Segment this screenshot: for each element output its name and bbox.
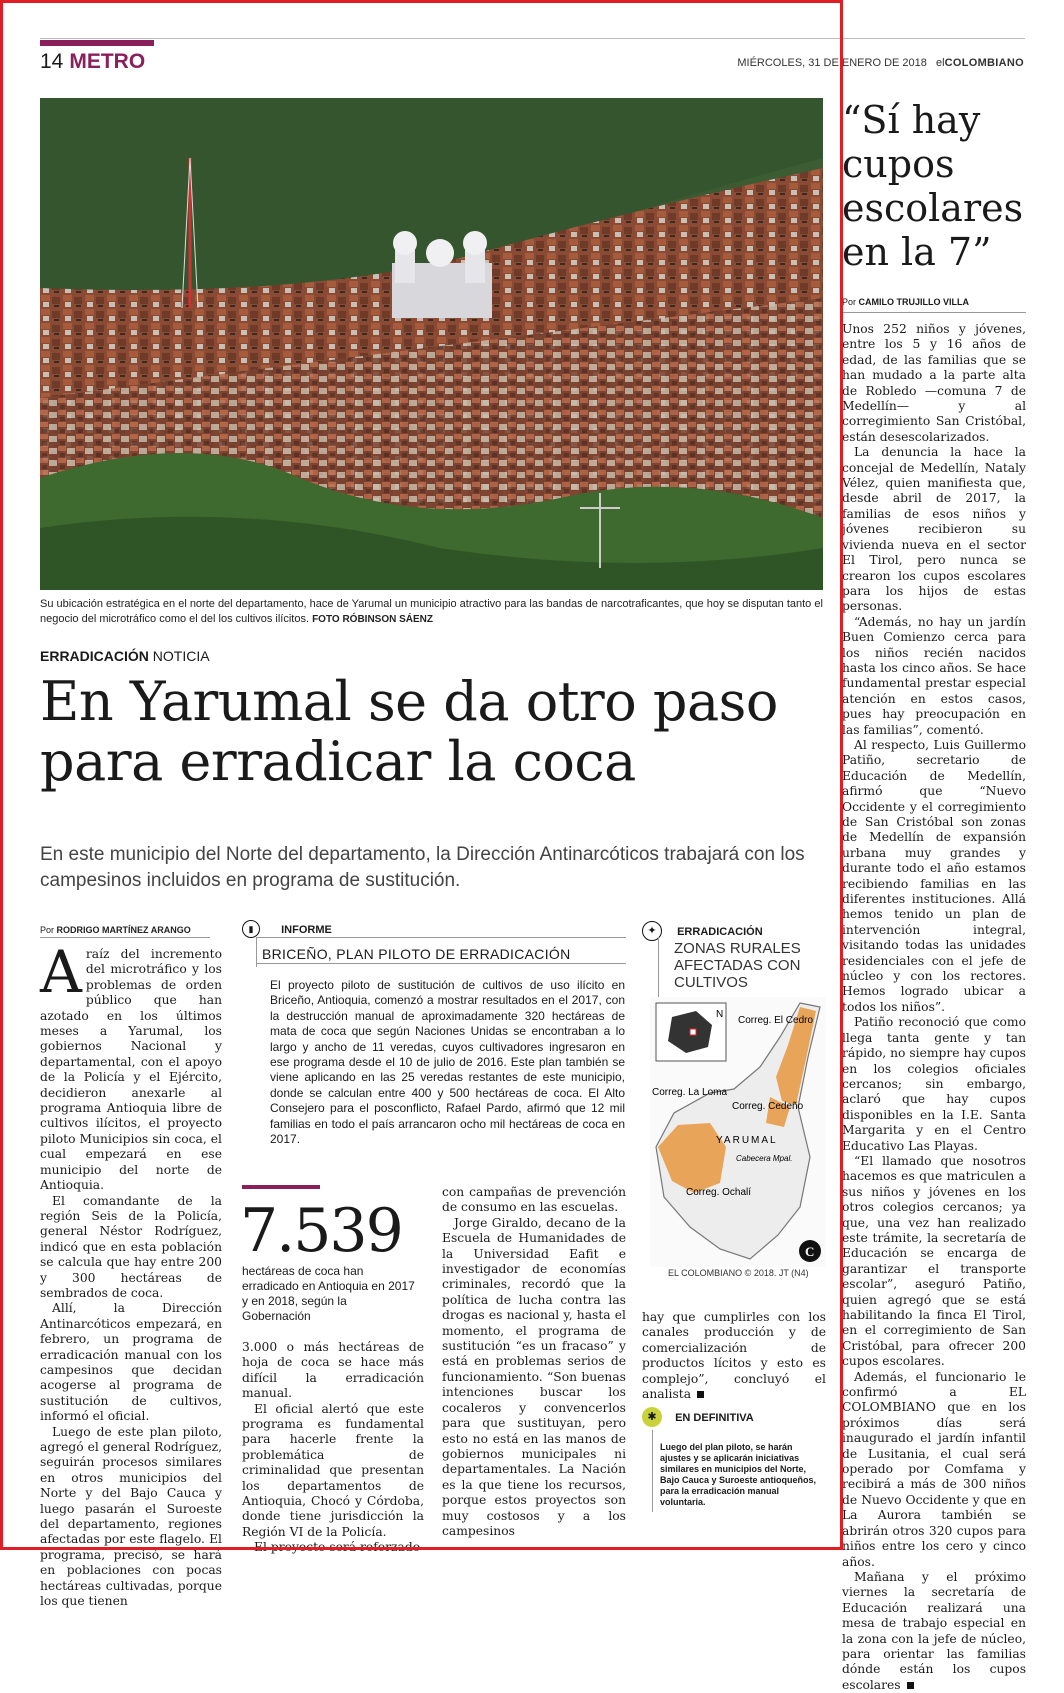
map-place-3: YARUMAL	[716, 1135, 778, 1146]
paper-prefix: el	[936, 57, 945, 69]
side-byline-rule	[842, 312, 1026, 313]
informe-body: El proyecto piloto de sustitución de cultivos de uso ilícito en Briceño, Antioquia, comenzó a mostrar resultados en el 2017, con la destrucción manual de aproximadamente 320 hectáreas de mata de coca que según Naciones Unidas se encontraban a lo largo y ancho de 11 veredas, cuyos cultivadores ingresaron en ese programa desde el 10 de julio de 2016. Este plan también se viene aplicando en las 25 veredas restantes de este municipio, donde se calculan entre 400 y 500 hectáreas de coca. El Alto Consejero para el posconflicto, Rafael Pardo, afirmó que 12 mil familias en todo el país arrancaron ocho mil hectáreas de coca en 2017.	[270, 978, 625, 1147]
church-icon	[392, 231, 492, 318]
article-headline: En Yarumal se da otro paso para erradicar la coca	[40, 670, 778, 793]
photo-credit: FOTO RÓBINSON SÁENZ	[312, 614, 434, 625]
informe-title: BRICEÑO, PLAN PILOTO DE ERRADICACIÓN	[262, 946, 571, 962]
page-number: 14 METRO	[40, 50, 146, 73]
map-illustration	[650, 997, 826, 1267]
article-kicker: ERRADICACIÓN NOTICIA	[40, 648, 210, 664]
map-place-5: Correg. Ochalí	[686, 1187, 752, 1198]
informe-rule-top	[256, 937, 626, 938]
side-headline: “Sí hay cupos escolares en la 7”	[842, 98, 1024, 274]
article-column-3: con campañas de prevención de consumo en las escuelas. Jorge Giraldo, decano de la Escuela de Humanidades de la Universidad Eafit e investigador de economías criminales, recordó que la política de lucha contra las drogas es nacional y, hasta el momento, el programa de sustitución “es un fracaso” y está en problemas serios de funcionamiento. “Son buenas intenciones buscar los cocaleros y convencerlos para que sustituyan, pero esto no está en las manos de gobiernos municipales ni departamentales. La Nación es la que tiene los recursos, porque estos proyectos son muy costosos y a los campesinos	[442, 1185, 626, 1538]
map-rule	[658, 937, 659, 999]
document-icon: ▮	[242, 920, 260, 938]
section-name: METRO	[69, 50, 146, 73]
en-definitiva-label: ✱ EN DEFINITIVA	[642, 1406, 754, 1427]
dateline	[737, 57, 1024, 69]
article-dek: En este municipio del Norte del departamento, la Dirección Antinarcóticos trabajará con los campesinos incluidos en programa de sustitución.	[40, 844, 805, 891]
paper-name: COLOMBIANO	[944, 57, 1024, 69]
map-credit: EL COLOMBIANO © 2018. JT (N4)	[668, 1268, 809, 1278]
map-place-2: Correg. Cedeño	[732, 1101, 804, 1112]
article-byline: Por RODRIGO MARTÍNEZ ARANGO	[40, 925, 191, 935]
side-end-mark-icon	[907, 1682, 914, 1689]
photo-caption: Su ubicación estratégica en el norte del departamento, hace de Yarumal un municipio atractivo para las bandas de narcotraficantes, que hoy se disputan tanto el negocio del microtráfico como el del los cultivos ilícitos. FOTO RÓBINSON SÁENZ	[40, 598, 823, 625]
map-title: ZONAS RURALES AFECTADAS CON CULTIVOS	[674, 940, 801, 991]
stat-caption: hectáreas de coca han erradicado en Antioquia en 2017 y en 2018, según la Gobernación	[242, 1264, 415, 1323]
map-label: ✦ ERRADICACIÓN	[642, 920, 763, 941]
issue-date: MIÉRCOLES, 31 DE ENERO DE 2018	[737, 57, 927, 69]
kicker-type: NOTICIA	[152, 648, 210, 664]
article-column-2: 3.000 o más hectáreas de hoja de coca se hace más difícil la erradicación manual. El oficial alertó que este programa es fundamental para hacerle frente la problemática de criminalidad que presentan los departamentos de Antioquia, Chocó y Córdoba, donde tiene jurisdicción la Región VI de la Policía. El proyecto será reforzado	[242, 1340, 424, 1555]
dropcap: A	[40, 938, 82, 1006]
map-place-1: Correg. La Loma	[652, 1087, 728, 1098]
map-place-0: Correg. El Cedro	[738, 1015, 814, 1026]
yarumal-photo	[40, 98, 823, 590]
en-definitiva-rule	[652, 1430, 653, 1512]
logo-letter: C	[805, 1244, 815, 1259]
asterisk-icon: ✱	[642, 1407, 662, 1427]
compass-icon: ✦	[642, 921, 662, 941]
informe-divider	[256, 963, 626, 964]
side-column: Unos 252 niños y jóvenes, entre los 5 y 16 años de edad, de las familias que se han mudado a la parte alta de Robledo —comuna 7 de Medellín— y al corregimiento San Cristóbal, están desescolarizados. La denuncia la hace la concejal de Medellín, Nataly Vélez, quien manifiesta que, desde abril de 2017, la familias de esos niños y jóvenes recibieron su vivienda nueva en el sector El Tirol, pero nunca se crearon los cupos escolares para los hijos de estas personas. “Además, no hay un jardín Buen Comienzo cerca para los niños recién nacidos hasta los cinco años. Se hace fundamental prestar especial atención en estos casos, pues hay preocupación en las familias”, comentó. Al respecto, Luis Guillermo Patiño, secretario de Educación de Medellín, afirmó que “Nuevo Occidente y el corregimiento de San Cristóbal son zonas de Medellín de expansión urbana muy grandes y durante todo el año estamos recibiendo familias en las diferentes instituciones. Allá hemos tenido un plan de intervención integral, visitando todas las unidades residenciales con el jefe de núcleo y con los rectores. Hemos logrado ubicar a todos los niños”. Patiño reconoció que como llega tanta gente y tan rápido, no siempre hay cupos en los colegios oficiales cercanos; sin embargo, aclaró que hay cupos disponibles en la I.E. Santa Margarita y en el Centro Educativo Las Playas. “El llamado que nosotros hacemos es que matriculen a sus niños y jóvenes en los otros colegios cercanos; ya que, una vez han realizado este trámite, la secretaría de Educación se encarga de garantizar el transporte escolar”, aseguró Patiño, quien agregó que se está habilitando la finca El Tirol, en el corregimiento de San Cristóbal, para ofrecer 200 cupos escolares. Además, el funcionario le confirmó a EL COLOMBIANO que en los próximos días será inaugurado el jardín infantil de Lusitania, el cual será operado por Comfama y recibirá a más de 300 niños de Nuevo Occidente y que en La Aurora también se abrirán otros 320 cupos para niños entre los cero y cinco años. Mañana y el próximo viernes la secretaría de Educación realizará una mesa de trabajo especial en la zona con la jefe de núcleo, para orientar las familias dónde están los cupos escolares	[842, 322, 1026, 1692]
eradication-map	[650, 997, 826, 1267]
article-column-4: hay que cumplirles con los canales producción y de comercialización de productos lícitos y esto es complejo”, concluyó el analista	[642, 1310, 826, 1402]
town-hillside-illustration	[40, 98, 823, 590]
article-column-1: Araíz del incremento del microtráfico y los problemas de orden público que han azotado en los últimos meses a Yarumal, los gobiernos Nacional y departamental, con el apoyo de la Policía y el Ejército, decidieron anexarle al programa Antioquia libre de cultivos ilícitos, el proyecto piloto Municipios sin coca, el cual empezará en ese municipio del norte de Antioquia. El comandante de la región Seis de la Policía, general Néstor Rodríguez, indicó que en esta población se calcula que hay entre 200 y 300 hectáreas de sembrados de coca. Allí, la Dirección Antinarcóticos empezará, en febrero, un programa de erradicación manual con los campesinos que decidan acogerse al programa de sustitución de cultivos, informó el oficial. Luego de este plan piloto, agregó el general Rodríguez, seguirán procesos similares en otros municipios del Norte y del Bajo Cauca y luego pasarán el Suroeste del departamento, regiones afectadas por este flagelo. El programa, precisó, se hará en poblaciones con pocas hectáreas cultivadas, porque los que tienen	[40, 938, 222, 1609]
section-color-bar	[40, 40, 154, 46]
map-place-4: Cabecera Mpal.	[736, 1154, 793, 1163]
side-byline: Por CAMILO TRUJILLO VILLA	[842, 297, 970, 307]
stat-number: 7.539	[240, 1196, 402, 1266]
end-mark-icon	[697, 1391, 704, 1398]
top-rule	[40, 38, 1025, 39]
stat-bar	[242, 1185, 320, 1189]
north-arrow: N	[716, 1009, 724, 1020]
en-definitiva-body: Luego del plan piloto, se harán ajustes y se aplicarán iniciativas similares en municipios del Norte, Bajo Cauca y Suroeste antioqueños, para la erradicación manual voluntaria.	[660, 1442, 817, 1507]
informe-label: ▮ INFORME	[242, 918, 332, 938]
